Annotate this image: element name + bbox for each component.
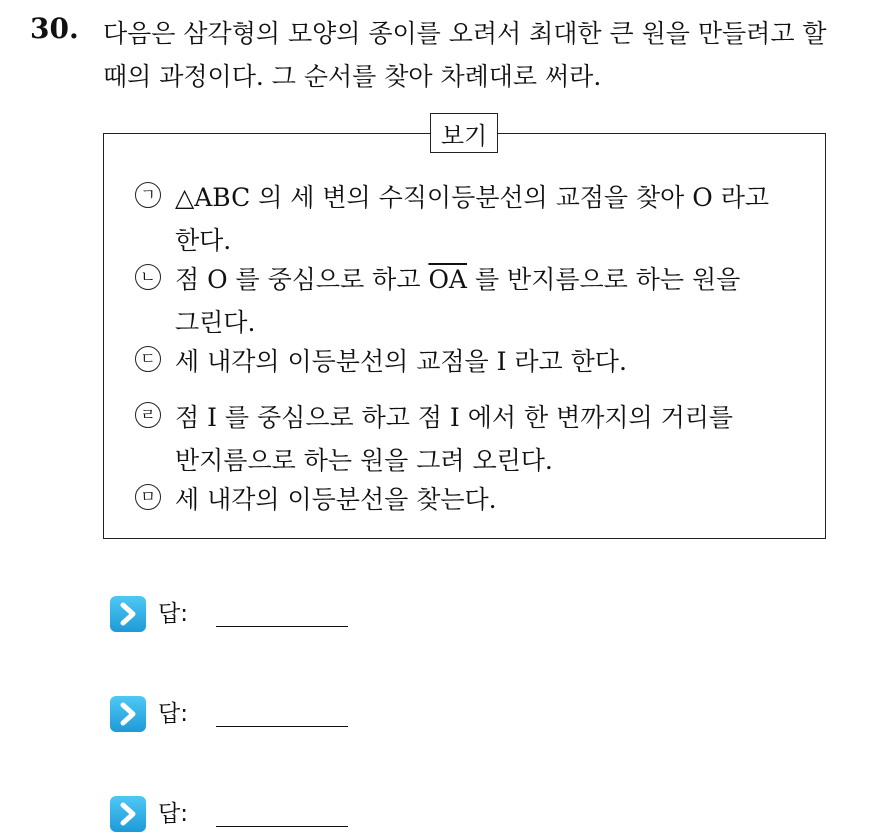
box-item-d: [135, 396, 815, 482]
answer-row-2: [110, 694, 370, 734]
item-line: △ABC 의 세 변의 수직이등분선의 교점을 찾아 O 라고: [175, 183, 770, 212]
item-line: 그린다.: [175, 308, 256, 337]
answer-label: 답:: [158, 601, 188, 627]
item-line: 세 내각의 이등분선의 교점을 I 라고 한다.: [175, 347, 627, 376]
answer-blank[interactable]: [216, 626, 348, 627]
chevron-right-icon: [110, 796, 146, 832]
box-item-b: [135, 258, 815, 344]
circled-mark: ㄴ: [135, 264, 161, 290]
box-item-a: [135, 176, 815, 262]
segment-oa: $\overline{OA}$: [428, 265, 467, 294]
box-item-c: [135, 340, 815, 383]
question-line: 때의 과정이다. 그 순서를 찾아 차례대로 써라.: [103, 62, 602, 91]
box-item-e: [135, 478, 815, 521]
chevron-right-icon: [110, 696, 146, 732]
answer-label: 답:: [158, 801, 188, 827]
circled-mark: ㄹ: [135, 402, 161, 428]
question-line: 다음은 삼각형의 모양의 종이를 오려서 최대한 큰 원을 만들려고 할: [103, 19, 827, 48]
answer-label: 답:: [158, 701, 188, 727]
circled-mark: ㄱ: [135, 182, 161, 208]
circled-mark: ㄷ: [135, 346, 161, 372]
chevron-right-icon: [110, 596, 146, 632]
answer-blank[interactable]: [216, 826, 348, 827]
item-text: 를 반지름으로 하는 원을: [467, 265, 741, 294]
question-text: [103, 12, 873, 98]
question-number: 30.: [30, 12, 79, 45]
item-line: [135, 258, 815, 301]
answer-row-3: [110, 794, 370, 834]
item-line: 반지름으로 하는 원을 그려 오린다.: [175, 446, 553, 475]
answer-row-1: [110, 594, 370, 634]
item-line: 점 I 를 중심으로 하고 점 I 에서 한 변까지의 거리를: [175, 403, 734, 432]
answer-blank[interactable]: [216, 726, 348, 727]
item-line: 세 내각의 이등분선을 찾는다.: [175, 485, 497, 514]
example-box-title: 보기: [430, 113, 498, 153]
circled-mark: ㅁ: [135, 484, 161, 510]
item-text: 점 O 를 중심으로 하고: [175, 265, 429, 294]
item-line: 한다.: [175, 226, 232, 255]
